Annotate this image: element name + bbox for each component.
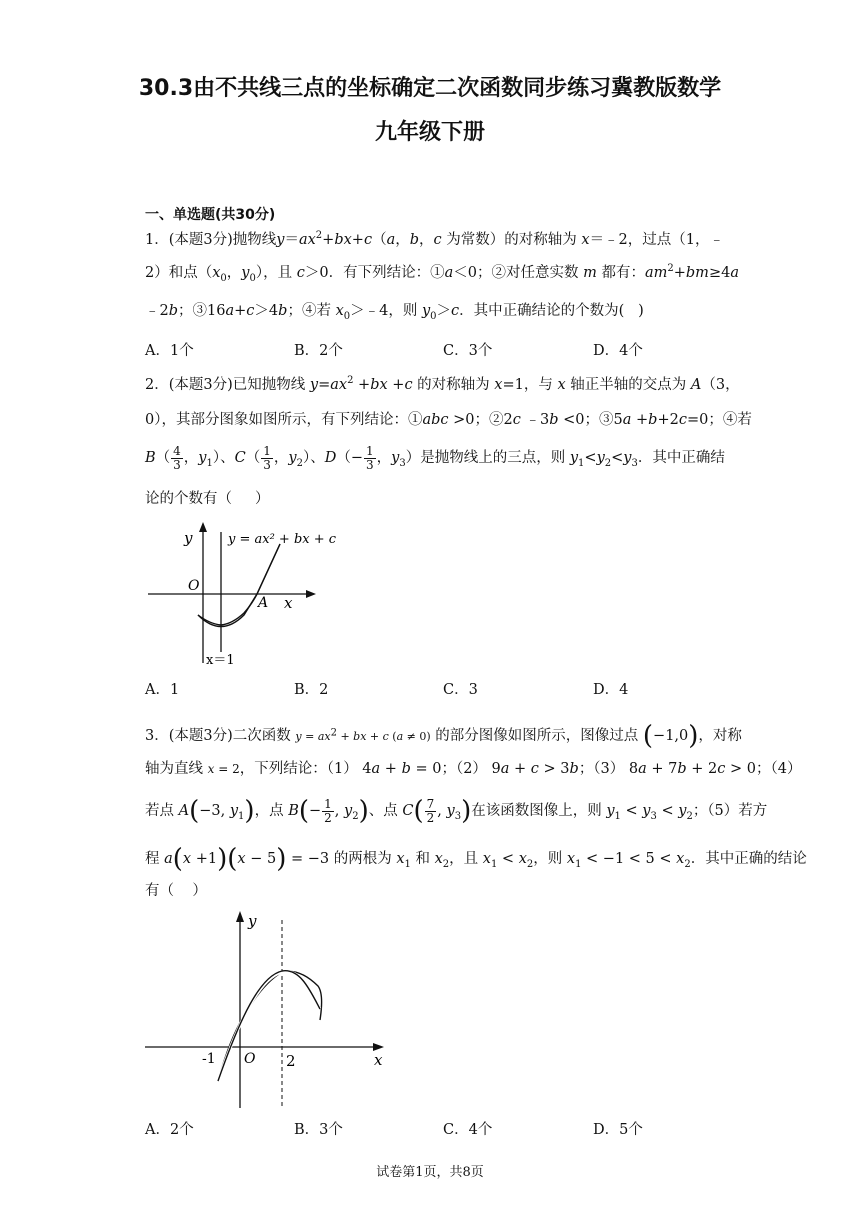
q3-origin-label: O xyxy=(244,1051,256,1067)
q3-line-5: 有（ ） xyxy=(145,883,207,899)
page-title-line-2: 九年级下册 xyxy=(374,120,485,145)
q3-option-d: D．5个 xyxy=(593,1122,643,1138)
q3-option-a: A．2个 xyxy=(145,1122,194,1138)
q2-option-b: B．2 xyxy=(294,682,329,698)
q2-y-label: y xyxy=(184,529,193,547)
q3-line-1: 3．(本题3分)二次函数 $y = ax^2$ + bx + c (a ≠ 0) 的部分图像如图所示，图像过点 (−1,0)，对称 xyxy=(145,721,742,751)
q2-curve-label: y = ax² + bx + c xyxy=(228,532,337,547)
page-title-line-1: 30.3由不共线三点的坐标确定二次函数同步练习冀教版数学 xyxy=(138,76,722,101)
q3-option-c: C．4个 xyxy=(443,1122,493,1138)
q3-x-label: x xyxy=(374,1051,383,1069)
q3-line-2: 轴为直线 x = 2，下列结论：（1） 4a + b = 0；（2） 9a + c > 3b；（3） 8a + 7b + 2c > 0；（4） xyxy=(145,761,802,777)
q2-graph xyxy=(140,520,340,670)
q2-option-c: C．3 xyxy=(443,682,478,698)
section-heading: 一、单选题(共30分) xyxy=(145,207,276,223)
q3-neg-one-label: -1 xyxy=(202,1051,216,1067)
q2-axis-label: x＝1 xyxy=(206,653,235,668)
q3-line-4: 程 a(x +1)(x − 5) = −3 的两根为 $x_1$ 和 $x_2$，且 $x_1 < x_2$，则 $x_1 < -1 < 5 < x_2$．其中正确的结论 xyxy=(145,844,807,874)
q1-option-d: D．4个 xyxy=(593,343,643,359)
q2-option-a: A．1 xyxy=(145,682,180,698)
q1-option-a: A．1个 xyxy=(145,343,194,359)
q1-option-b: B．2个 xyxy=(294,343,343,359)
q1-line-2: 2）和点（$x_0$，$y_0$），且 c＞0．有下列结论：①a＜0；②对任意实数 m 都有：$am^2+bm\ge 4a$ xyxy=(145,263,739,284)
q2-line-2: 0），其部分图象如图所示，有下列结论：①abc >0；②2c ﹣3b <0；③5a +b+2c=0；④若 xyxy=(145,412,752,428)
q3-two-label: 2 xyxy=(286,1052,296,1070)
page-footer: 试卷第1页，共8页 xyxy=(376,1165,484,1180)
q1-line-1: 1．(本题3分)抛物线$y=ax^2+bx+c(a$，b，c 为常数）的对称轴为 x＝﹣2，过点（1，﹣ xyxy=(145,230,725,248)
q2-option-d: D．4 xyxy=(593,682,629,698)
q2-x-label: x xyxy=(284,594,293,612)
q2-point-a-label: A xyxy=(258,595,269,611)
q1-option-c: C．3个 xyxy=(443,343,493,359)
q2-line-3: B（ $\frac{4}{3}$ ，$y_1$）、C（ $\frac{1}{3}$ ，$y_2$）、D（− $\frac{1}{3}$ ，$y_3$）是抛物线上的三点，则 $y_1<y_2<y_3$．其中正确结 xyxy=(145,444,725,472)
q1-line-3: ﹣2b；③16a+c＞4b；④若 $x_0>﹣4$，则 $y_0>c$．其中正确结论的个数为( ) xyxy=(145,303,644,322)
q3-y-label: y xyxy=(248,912,257,930)
q3-option-b: B．3个 xyxy=(294,1122,343,1138)
q3-graph xyxy=(140,908,400,1113)
q3-line-3: 若点 A(−3, $y_1$)，点 B(− $\frac{1}{2}$ , $y_2$)、点 C( $\frac{7}{2}$ , $y_3$)在该函数图像上，则 $y_1 < y_3 < y_2$；（5）若方 xyxy=(145,796,768,827)
q2-line-1: 2．(本题3分)已知抛物线 $y=ax^2 +bx +c$ 的对称轴为 x=1，与 x 轴正半轴的交点为 A（3， xyxy=(145,375,740,393)
q2-line-4: 论的个数有（ ） xyxy=(145,491,270,507)
q2-origin-label: O xyxy=(188,578,200,594)
